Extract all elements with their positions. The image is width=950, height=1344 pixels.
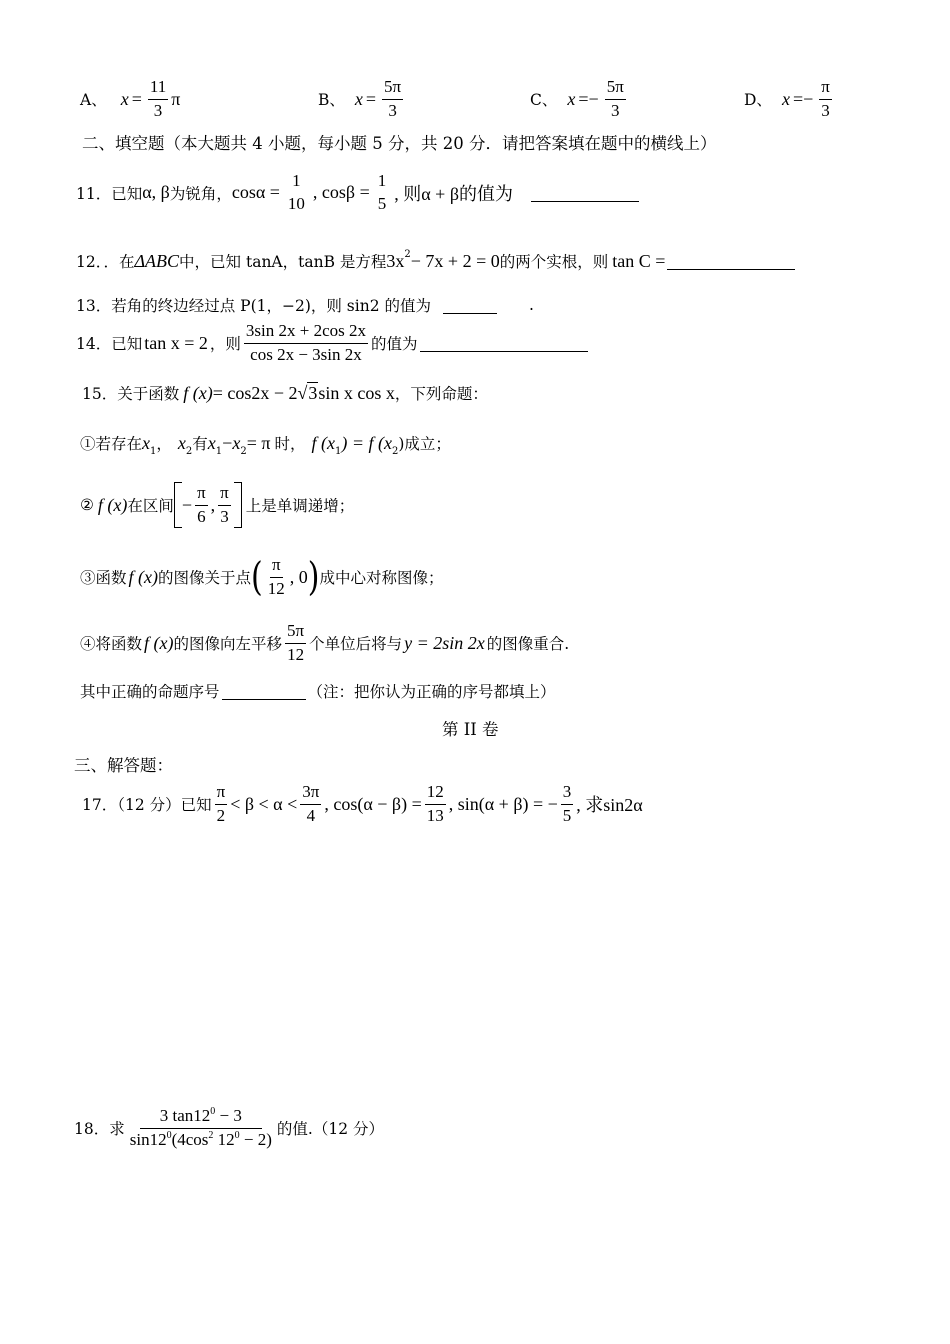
question-18: 18．求 $\frac{3 \tan 12^0 - 3}{\sin 12^0(4\cos^2 12^0 - 2)}$ 的值.（12 分）	[74, 1106, 384, 1149]
section-heading-fill-in: 二、填空题（本大题共 4 小题，每小题 5 分，共 20 分．请把答案填在题中的横线上）	[82, 134, 717, 153]
question-17: 17．（12 分）已知 $\frac{\pi}{2}$ < β < α < $\frac{3\pi}{4}$ , cos(α − β) = $\frac{12}{13}$ , sin(α + β) = − $\frac{3}{5}$ , 求sin2α	[82, 782, 643, 825]
question-13: 13．若角的终边经过点 P(1，−2)，则 sin2 的值为 .	[76, 296, 534, 315]
answer-line-15: 其中正确的命题序号 （注：把你认为正确的序号都填上）	[80, 683, 556, 701]
fraction: $\frac{5\pi}{3}$	[606, 77, 624, 120]
option-c: C、 x =− $\frac{5\pi}{3}$	[530, 77, 624, 120]
proposition-4: ④将函数 f (x) 的图像向左平移 $\frac{5\pi}{12}$ 个单位后将与 y = 2sin 2x 的图像重合.	[80, 621, 570, 664]
fraction: $\frac{\pi}{6}$	[197, 482, 206, 526]
question-11: 11．已知 α, β 为锐角， cosα = 1 10 , cosβ = 1 5 , 则α + β的值为	[76, 172, 641, 213]
section-heading-solve: 三、解答题：	[74, 756, 173, 775]
fraction: $\frac{3 \tan 12^0 - 3}{\sin 12^0(4\cos^2 12^0 - 2)}$	[129, 1106, 272, 1149]
proposition-2: ② f (x) 在区间 − $\frac{\pi}{6}$ , $\frac{\pi}{3}$ 上是单调递增；	[80, 482, 354, 528]
fraction: $\frac{\pi}{12}$	[267, 555, 285, 598]
right-bracket	[234, 482, 242, 528]
fraction: $\frac{5\pi}{3}$	[384, 77, 402, 120]
fraction: $\frac{\pi}{2}$	[216, 782, 226, 825]
answer-blank	[443, 312, 497, 314]
fraction: $\frac{5\pi}{12}$	[287, 621, 305, 664]
fraction: $\frac{12}{13}$	[426, 782, 444, 825]
part-title: 第 II 卷	[442, 720, 499, 739]
fraction: $\frac{\pi}{3}$	[220, 482, 229, 526]
question-15: 15．关于函数 f (x) = cos2x − 2 √ 3 sin x cos x ，下列命题：	[82, 382, 488, 403]
answer-blank	[420, 350, 588, 352]
left-bracket	[174, 482, 182, 528]
answer-blank	[531, 200, 639, 202]
fraction: $\frac{3\pi}{4}$	[302, 782, 320, 825]
question-14: 14．已知 tan x = 2 ，则 $\frac{3\sin 2x + 2\cos 2x}{\cos 2x - 3\sin 2x}$ 的值为	[76, 322, 590, 364]
fraction: 1 5	[377, 171, 387, 213]
proposition-3: ③函数 f (x) 的图像关于点 ( $\frac{\pi}{12}$ , 0 ) 成中心对称图像；	[80, 554, 444, 600]
answer-blank	[222, 698, 306, 700]
fraction: $\frac{3\sin 2x + 2\cos 2x}{\cos 2x - 3\sin 2x}$	[245, 321, 366, 364]
answer-blank	[667, 268, 795, 270]
fraction: 1 10	[287, 171, 305, 213]
fraction: $\frac{11}{3}$	[149, 77, 167, 120]
question-12: 12．．在 ΔABC 中，已知 tanA，tanB 是方程 3x 2 − 7x + 2 = 0 的两个实根，则 tan C =	[76, 250, 797, 272]
option-b: B、 x = $\frac{5\pi}{3}$	[318, 77, 402, 120]
proposition-1: ①若存在 x 1 ， x 2 有 x 1 − x 2 = π 时， f (x 1 ) = f (x 2 )成立；	[80, 432, 451, 457]
fraction: $\frac{3}{5}$	[562, 782, 572, 825]
fraction: $\frac{\pi}{3}$	[821, 77, 830, 120]
option-a: A、 x = $\frac{11}{3}$ π	[80, 77, 181, 120]
option-d: D、 x =− $\frac{\pi}{3}$	[744, 77, 830, 120]
